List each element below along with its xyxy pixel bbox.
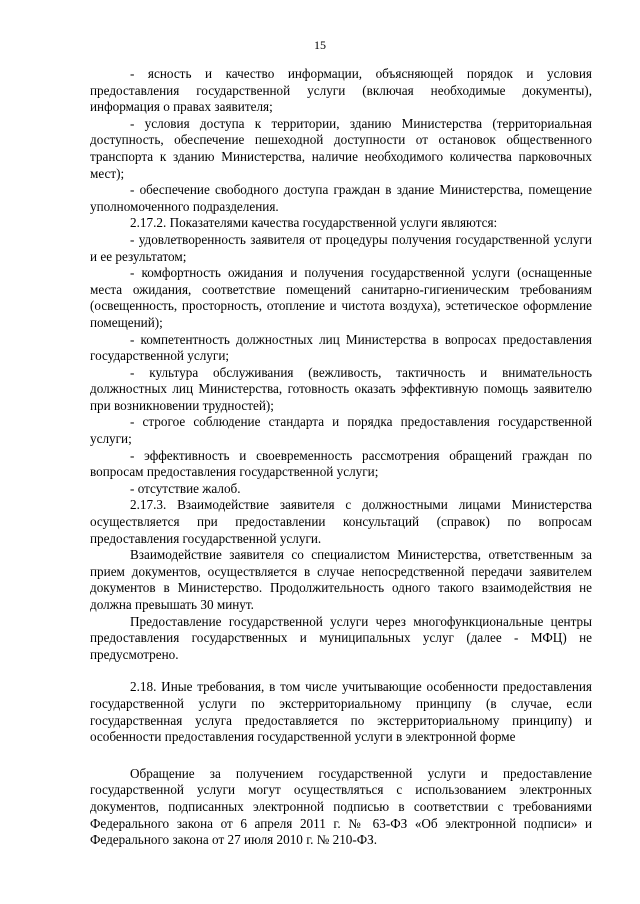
paragraph: Обращение за получением государственной услуги и предоставление государственной услуги могут осуществляться с использованием электронных документов, подписанных электронной подписью в соответствии с требованиями Федерального закона от 6 апреля 2011 г. № 63-ФЗ «Об электронной подписи» и Федерального закона от 27 июля 2010 г. № 210-ФЗ. <box>90 765 592 848</box>
paragraph: Взаимодействие заявителя со специалистом Министерства, ответственным за прием документов, осуществляется в случае непосредственной передачи заявителем документов в Министерство. Продолжительность одного такого взаимодействия не должна превышать 30 минут. <box>90 547 592 612</box>
paragraph: - отсутствие жалоб. <box>130 480 241 496</box>
paragraph: - комфортность ожидания и получения государственной услуги (оснащенные места ожидания, соответствие помещений санитарно-гигиеническим требованиям (освещенность, просторность, отопление и чистота воздуха), эстетическое оформление помещений); <box>90 265 592 330</box>
paragraph: - обеспечение свободного доступа граждан в здание Министерства, помещение уполномоченного подразделения. <box>90 182 592 214</box>
paragraph: 2.17.2. Показателями качества государственной услуги являются: <box>130 215 498 231</box>
paragraph: - ясность и качество информации, объясняющей порядок и условия предоставления государственной услуги (включая необходимые документы), информация о правах заявителя; <box>90 66 592 115</box>
paragraph: Предоставление государственной услуги через многофункциональные центры предоставления государственных и муниципальных услуг (далее - МФЦ) не предусмотрено. <box>90 613 592 662</box>
paragraph: - культура обслуживания (вежливость, тактичность и внимательность должностных лиц Министерства, готовность оказать эффективную помощь заявителю при возникновении трудностей); <box>90 364 592 413</box>
paragraph: - условия доступа к территории, зданию Министерства (территориальная доступность, обеспечение пешеходной доступности от остановок общественного транспорта к зданию Министерства, наличие необходимого количества парковочных мест); <box>90 115 592 181</box>
document-body <box>90 66 592 849</box>
paragraph: - удовлетворенность заявителя от процедуры получения государственной услуги и ее результатом; <box>90 231 592 264</box>
paragraph: - компетентность должностных лиц Министерства в вопросах предоставления государственной услуги; <box>90 331 592 364</box>
paragraph: 2.17.3. Взаимодействие заявителя с должностными лицами Министерства осуществляется при предоставлении консультаций (справок) по вопросам предоставления государственной услуги. <box>90 497 592 546</box>
paragraph: - строгое соблюдение стандарта и порядка предоставления государственной услуги; <box>90 414 592 447</box>
section-heading: 2.18. Иные требования, в том числе учитывающие особенности предоставления государственной услуги по экстерриториальному принципу (в случае, если государственная услуга предоставляется по экстерриториальному принципу) и особенности предоставления государственной услуги в электронной форме <box>90 679 592 745</box>
page-number: 15 <box>314 38 326 52</box>
paragraph: - эффективность и своевременность рассмотрения обращений граждан по вопросам предоставления государственной услуги; <box>90 447 592 480</box>
